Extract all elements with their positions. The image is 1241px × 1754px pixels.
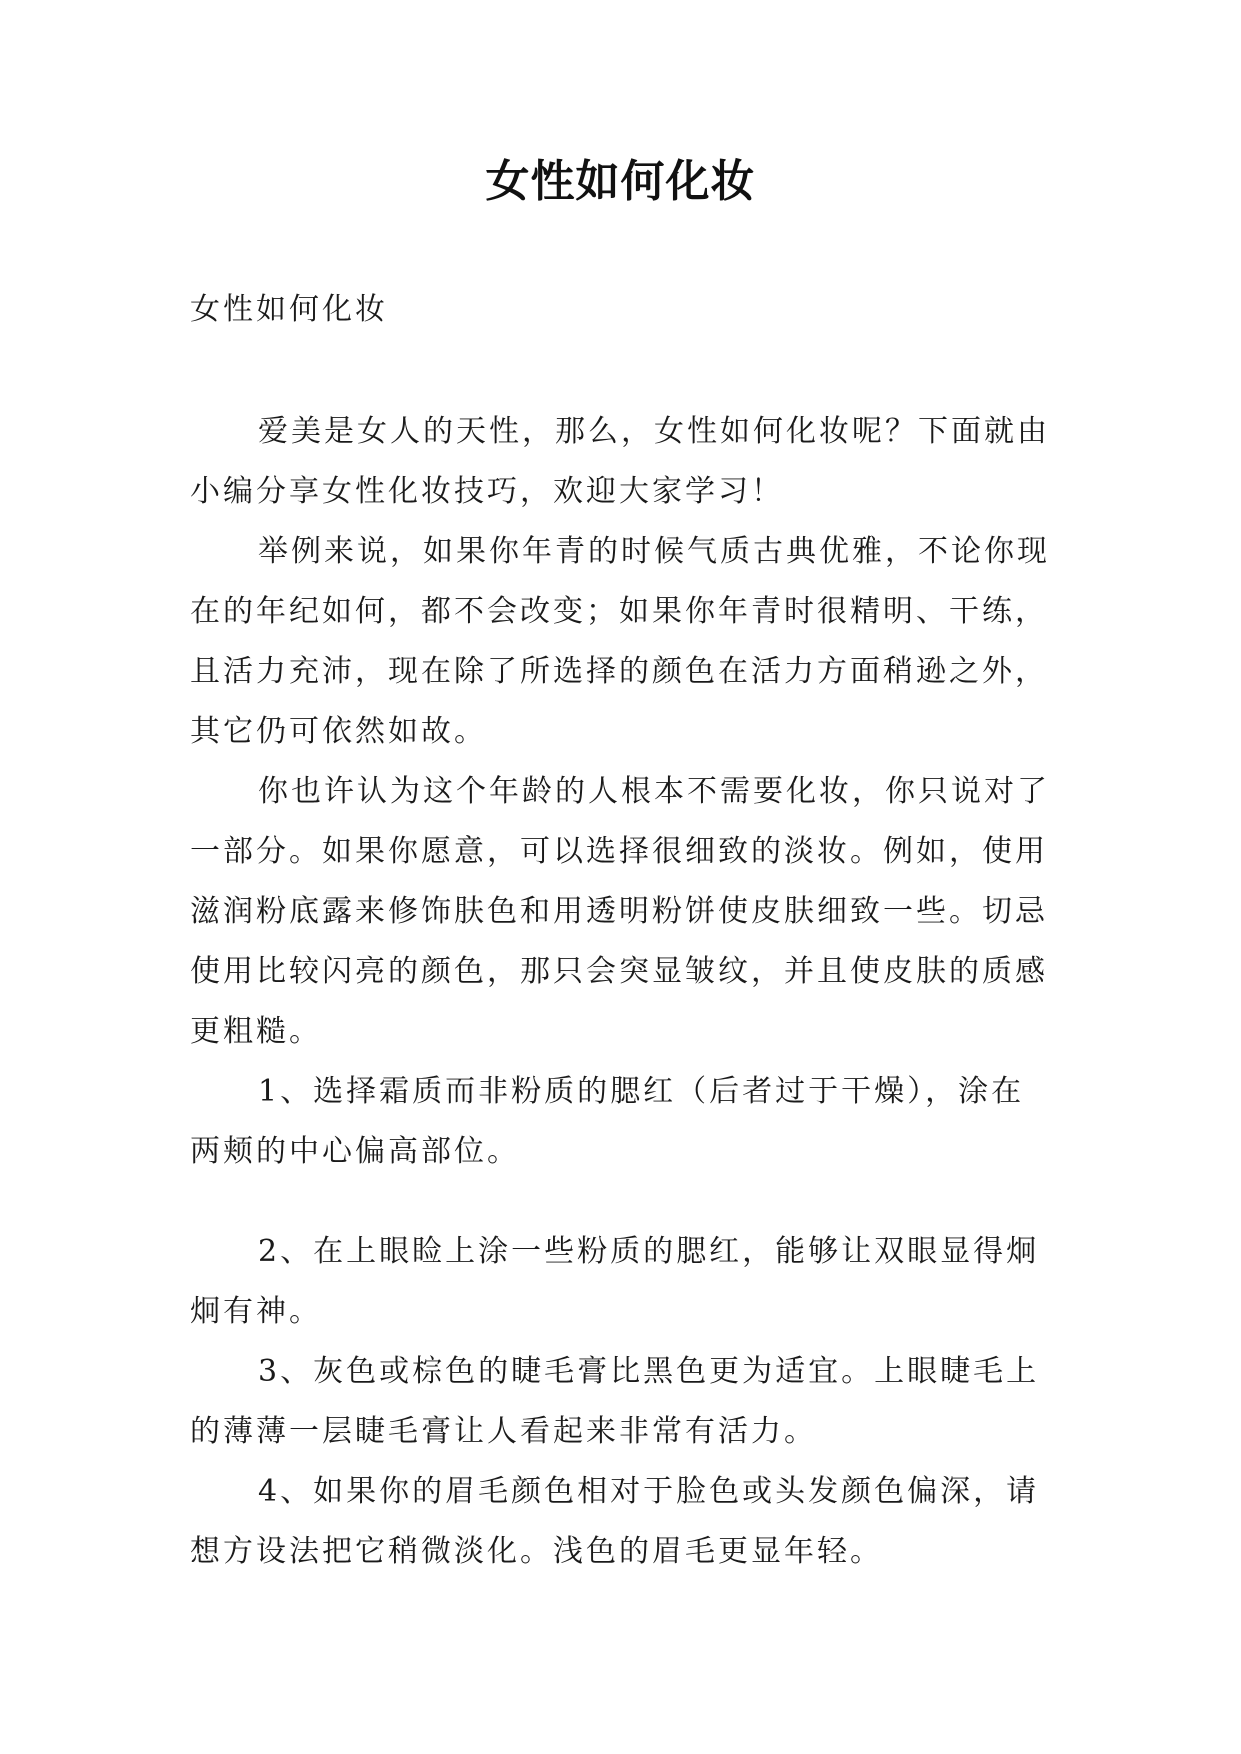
paragraph-intro: 爱美是女人的天性，那么，女性如何化妆呢？下面就由小编分享女性化妆技巧，欢迎大家学习！ xyxy=(190,414,1050,509)
paragraph-light-makeup: 你也许认为这个年龄的人根本不需要化妆，你只说对了一部分。如果你愿意，可以选择很细致的淡妆。例如，使用滋润粉底露来修饰肤色和用透明粉饼使皮肤细致一些。切忌使用比较闪亮的颜色，那只会突显皱纹，并且使皮肤的质感更粗糙。 xyxy=(190,774,1050,1049)
document-title: 女性如何化妆 xyxy=(485,156,756,207)
tip-item-3: 3、灰色或棕色的睫毛膏比黑色更为适宜。上眼睫毛上的薄薄一层睫毛膏让人看起来非常有活力。 xyxy=(190,1354,1040,1449)
paragraph-example: 举例来说，如果你年青的时候气质古典优雅，不论你现在的年纪如何，都不会改变；如果你年青时很精明、干练，且活力充沛，现在除了所选择的颜色在活力方面稍逊之外，其它仍可依然如故。 xyxy=(190,534,1050,749)
tip-item-2: 2、在上眼睑上涂一些粉质的腮红，能够让双眼显得炯炯有神。 xyxy=(190,1234,1040,1329)
document-subtitle: 女性如何化妆 xyxy=(190,292,388,327)
tip-item-4: 4、如果你的眉毛颜色相对于脸色或头发颜色偏深，请想方设法把它稍微淡化。浅色的眉毛更显年轻。 xyxy=(190,1474,1040,1569)
tip-item-1: 1、选择霜质而非粉质的腮红（后者过于干燥），涂在两颊的中心偏高部位。 xyxy=(190,1074,1025,1169)
